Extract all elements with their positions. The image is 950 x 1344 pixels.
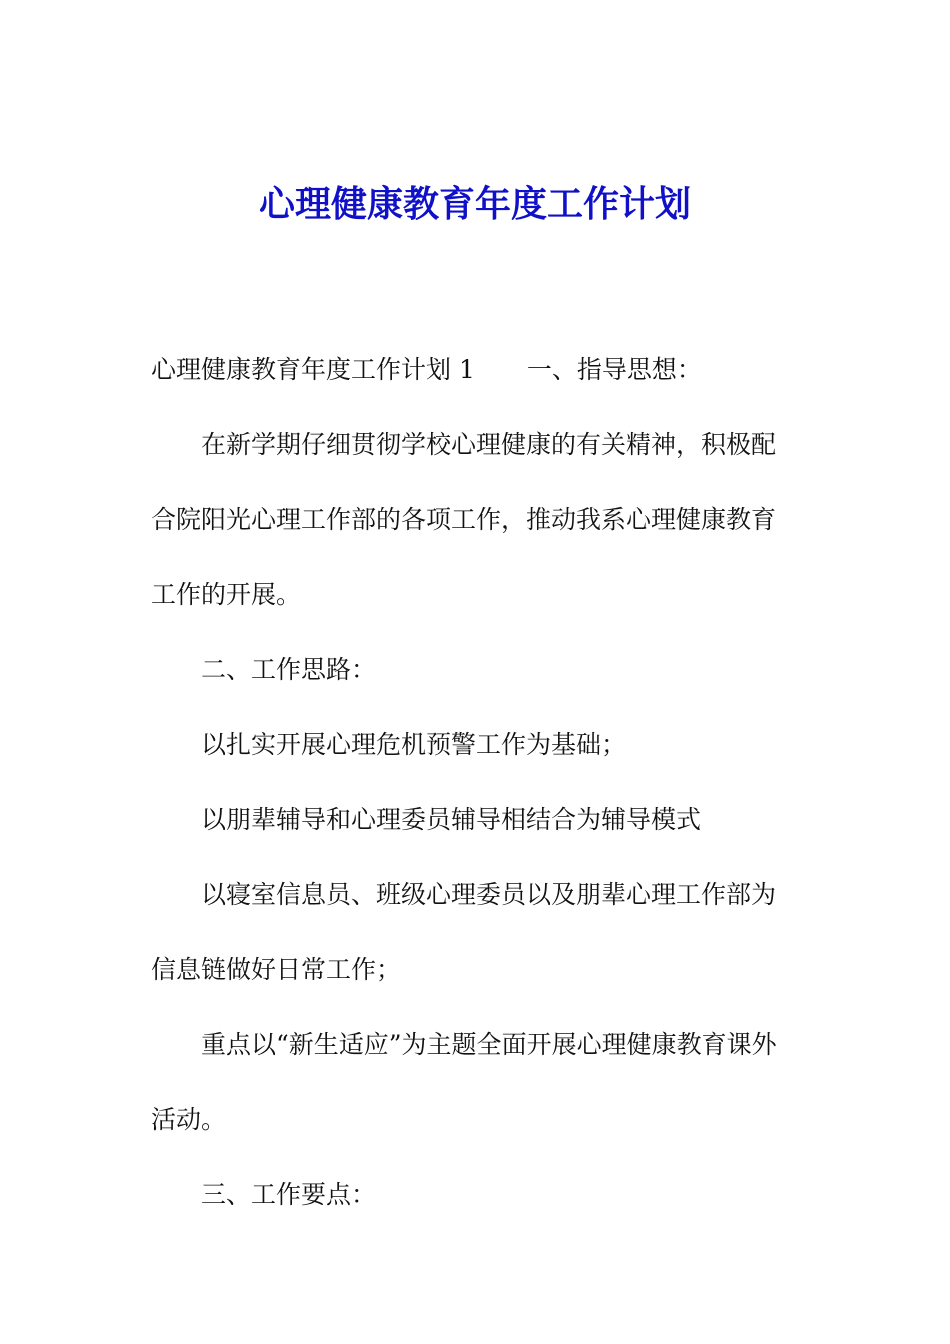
paragraph-approach-1: 以扎实开展心理危机预警工作为基础；	[201, 730, 627, 759]
paragraph-approach-3: 以寝室信息员、班级心理委员以及朋辈心理工作部为信息链做好日常工作；	[151, 880, 777, 984]
paragraph-guiding-thought: 在新学期仔细贯彻学校心理健康的有关精神，积极配合院阳光心理工作部的各项工作，推动我系心理健康教育工作的开展。	[151, 430, 777, 609]
paragraph-approach-4: 重点以“新生适应”为主题全面开展心理健康教育课外活动。	[151, 1030, 777, 1134]
document-title: 心理健康教育年度工作计划	[258, 183, 691, 225]
section-heading-guiding-thought: 一、指导思想：	[526, 355, 702, 384]
section-heading-work-approach: 二、工作思路：	[201, 655, 377, 684]
section-heading-work-points: 三、工作要点：	[201, 1180, 377, 1209]
first-line	[151, 332, 796, 407]
document-body	[151, 332, 796, 1232]
plan-heading: 心理健康教育年度工作计划 1	[151, 355, 475, 384]
paragraph-approach-2: 以朋辈辅导和心理委员辅导相结合为辅导模式	[201, 805, 702, 834]
